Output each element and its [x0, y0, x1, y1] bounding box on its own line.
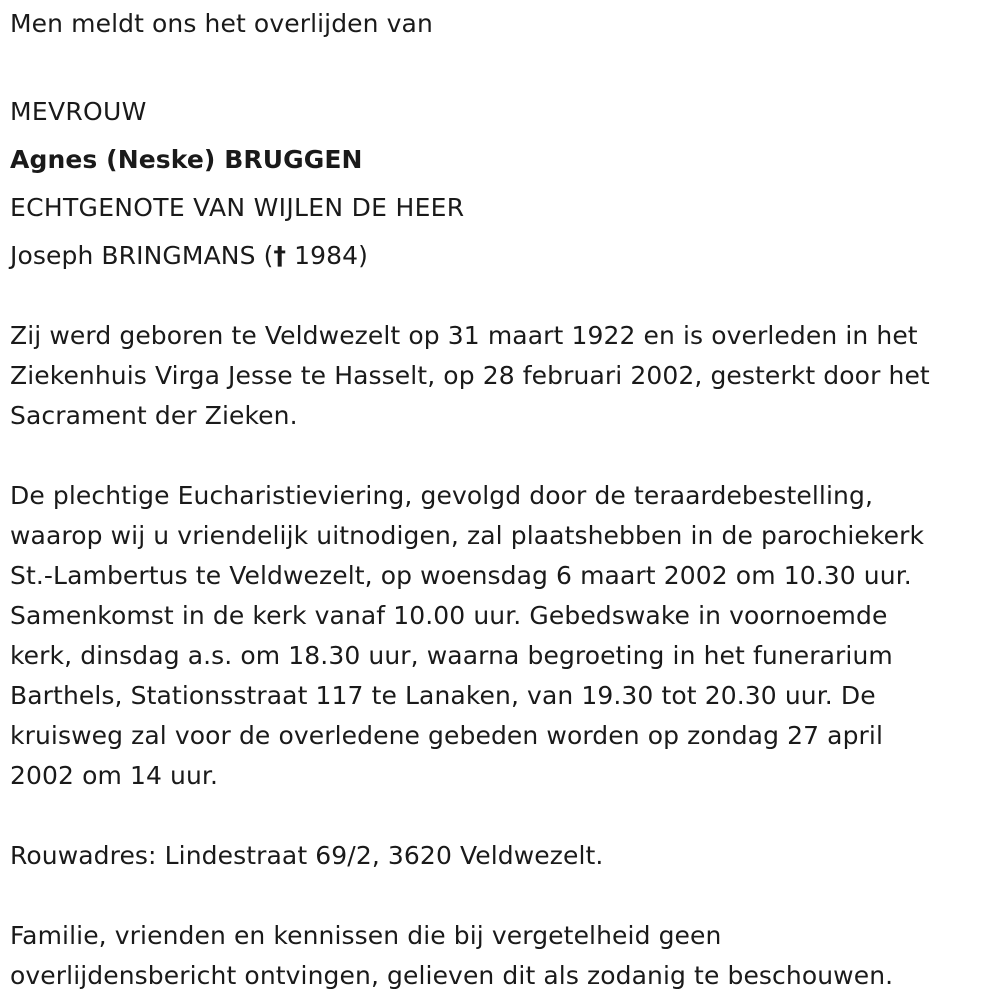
spacer: [10, 436, 995, 476]
paragraph-line: Sacrament der Zieken.: [10, 401, 298, 430]
spacer-small: [10, 228, 995, 236]
paragraph-line: Zij werd geboren te Veldwezelt op 31 maart 1922 en is overleden in het: [10, 321, 918, 350]
deceased-name: Agnes (Neske) BRUGGEN: [10, 145, 363, 174]
paragraph-line: 2002 om 14 uur.: [10, 761, 219, 790]
spouse-name-line: [10, 236, 995, 276]
spacer: [10, 796, 995, 836]
birth-death-paragraph: [10, 316, 995, 436]
paragraph-line: Barthels, Stationsstraat 117 te Lanaken, van 19.30 tot 20.30 uur. De: [10, 681, 876, 710]
paragraph-line: Samenkomst in de kerk vanaf 10.00 uur. Gebedswake in voornoemde: [10, 601, 888, 630]
spacer: [10, 276, 995, 316]
mourning-address: Rouwadres: Lindestraat 69/2, 3620 Veldwezelt.: [10, 841, 604, 870]
paragraph-line: waarop wij u vriendelijk uitnodigen, zal plaatshebben in de parochiekerk: [10, 521, 925, 550]
cross-icon: †: [273, 241, 287, 270]
paragraph-line: overlijdensbericht ontvingen, gelieven dit als zodanig te beschouwen.: [10, 961, 894, 990]
intro-text: Men meldt ons het overlijden van: [10, 9, 433, 38]
paragraph-line: kruisweg zal voor de overledene gebeden worden op zondag 27 april: [10, 721, 884, 750]
paragraph-line: Familie, vrienden en kennissen die bij vergetelheid geen: [10, 921, 722, 950]
obituary-document: [10, 4, 995, 996]
spacer-small: [10, 84, 995, 92]
title-text: MEVROUW: [10, 97, 147, 126]
spacer-small: [10, 180, 995, 188]
ceremony-paragraph: [10, 476, 995, 796]
spouse-name: Joseph BRINGMANS (: [10, 241, 274, 270]
paragraph-line: De plechtige Eucharistieviering, gevolgd door de teraardebestelling,: [10, 481, 873, 510]
spouse-intro: ECHTGENOTE VAN WIJLEN DE HEER: [10, 193, 465, 222]
closing-paragraph: [10, 916, 995, 996]
spacer: [10, 876, 995, 916]
paragraph-line: Ziekenhuis Virga Jesse te Hasselt, op 28 februari 2002, gesterkt door het: [10, 361, 930, 390]
spacer-small: [10, 132, 995, 140]
paragraph-line: kerk, dinsdag a.s. om 18.30 uur, waarna begroeting in het funerarium: [10, 641, 893, 670]
spacer: [10, 44, 995, 84]
paragraph-line: St.-Lambertus te Veldwezelt, op woensdag 6 maart 2002 om 10.30 uur.: [10, 561, 912, 590]
spouse-year: 1984): [286, 241, 368, 270]
